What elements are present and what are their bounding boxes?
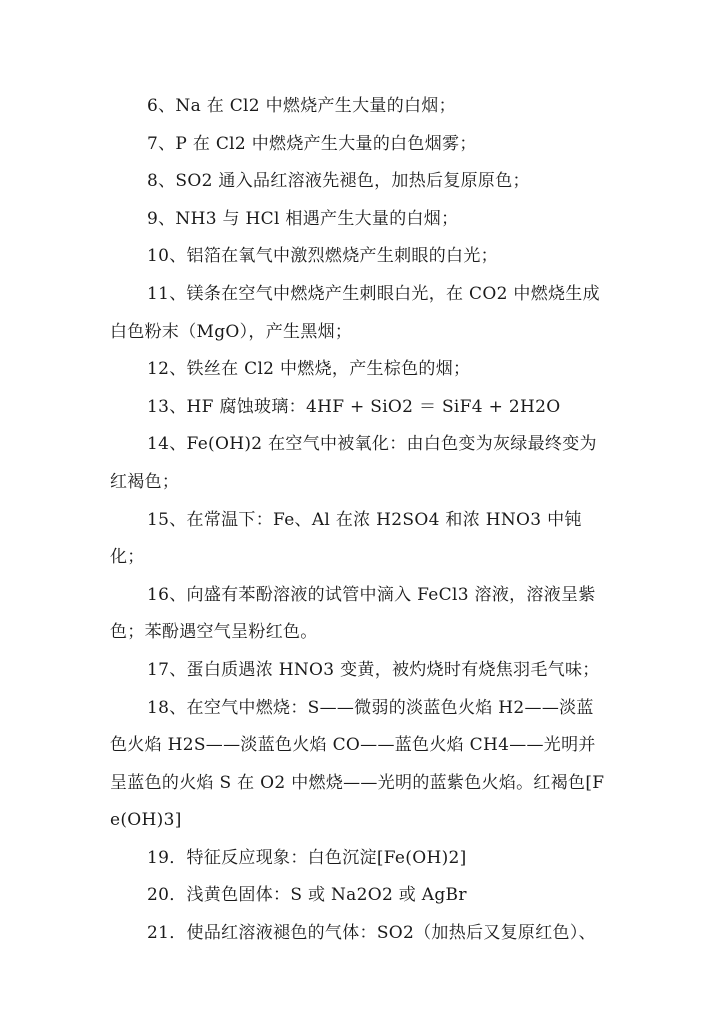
paragraph-7: 7、P 在 Cl2 中燃烧产生大量的白色烟雾； [147, 133, 477, 154]
paragraph-14: 14、Fe(OH)2 在空气中被氧化：由白色变为灰绿最终变为红褐色； [110, 434, 597, 492]
document-body [110, 88, 610, 953]
paragraph-21: 21．使品红溶液褪色的气体：SO2（加热后又复原红色）、 [147, 923, 596, 944]
paragraph-8: 8、SO2 通入品红溶液先褪色，加热后复原原色； [147, 171, 530, 192]
paragraph-11: 11、镁条在空气中燃烧产生刺眼白光，在 CO2 中燃烧生成白色粉末（MgO），产生黑烟； [110, 283, 600, 342]
paragraph-19: 19．特征反应现象：白色沉淀[Fe(OH)2] [147, 847, 467, 868]
paragraph-9: 9、NH3 与 HCl 相遇产生大量的白烟； [147, 208, 459, 229]
paragraph-13: 13、HF 腐蚀玻璃：4HF + SiO2 ＝ SiF4 + 2H2O [147, 396, 561, 417]
paragraph-16: 16、向盛有苯酚溶液的试管中滴入 FeCl3 溶液，溶液呈紫色；苯酚遇空气呈粉红色。 [110, 584, 596, 643]
paragraph-17: 17、蛋白质遇浓 HNO3 变黄，被灼烧时有烧焦羽毛气味； [147, 659, 600, 680]
paragraph-6: 6、Na 在 Cl2 中燃烧产生大量的白烟； [147, 96, 456, 116]
paragraph-10: 10、铝箔在氧气中激烈燃烧产生刺眼的白光； [147, 246, 498, 267]
paragraph-12: 12、铁丝在 Cl2 中燃烧，产生棕色的烟； [147, 359, 471, 380]
paragraph-18: 18、在空气中燃烧：S——微弱的淡蓝色火焰 H2——淡蓝色火焰 H2S——淡蓝色火焰 CO——蓝色火焰 CH4——光明并呈蓝色的火焰 S 在 O2 中燃烧——光明的蓝紫色火焰。红褐色[Fe(OH)3] [110, 697, 605, 831]
paragraph-15: 15、在常温下：Fe、Al 在浓 H2SO4 和浓 HNO3 中钝化； [110, 509, 582, 568]
paragraph-20: 20．浅黄色固体：S 或 Na2O2 或 AgBr [147, 885, 467, 906]
